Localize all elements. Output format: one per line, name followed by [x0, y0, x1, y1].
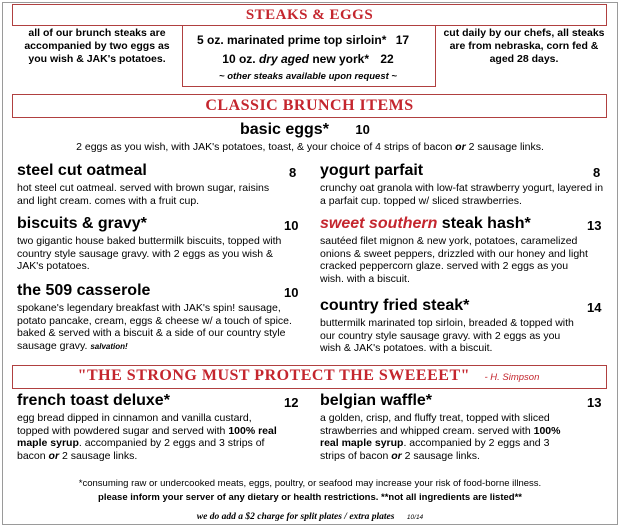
hash-title — [320, 215, 531, 233]
steaks-right-text: cut daily by our chefs, all steaks are from nebraska, corn fed & aged 28 days. — [443, 27, 605, 65]
basic-eggs-desc-or: or — [455, 141, 466, 153]
basic-eggs-desc — [8, 141, 612, 153]
waffle-desc-c: 2 sausage links. — [401, 449, 480, 462]
hash-price: 13 — [587, 218, 602, 233]
waffle-desc-or: or — [391, 449, 402, 462]
fried-steak-title: country fried steak* — [320, 297, 470, 314]
other-steaks-note — [182, 71, 434, 82]
quote-banner-text-row — [12, 365, 605, 387]
sirloin-text: 5 oz. marinated prime top sirloin* — [197, 33, 387, 47]
classic-banner-text: CLASSIC BRUNCH ITEMS — [205, 97, 414, 114]
new-york-text-a: 10 oz. — [222, 52, 259, 66]
footer-line2: please inform your server of any dietary or health restrictions. **not all ingredients are listed** — [98, 492, 522, 503]
casserole-title: the 509 casserole — [17, 282, 151, 299]
biscuits-title: biscuits & gravy* — [17, 215, 147, 232]
casserole-desc-text: spokane's legendary breakfast with JAK's spin! sausage, potato pancake, cream, eggs & cheese w/ a touch of spice. baked & served with a biscuit & a side of our country style sausage gravy. — [17, 302, 292, 352]
french-toast-desc-or: or — [48, 449, 60, 462]
casserole-note: salvation! — [90, 341, 128, 351]
oatmeal-title: steel cut oatmeal — [17, 162, 147, 179]
other-steaks-text: ~ other steaks available upon request ~ — [219, 71, 397, 82]
biscuits-price: 10 — [284, 218, 299, 233]
casserole-desc — [17, 302, 292, 353]
footer-line1: *consuming raw or undercooked meats, eggs, poultry, or seafood may increase your risk of food-borne illness. — [78, 478, 542, 489]
footer-line3: we do add a $2 charge for split plates / extra plates — [196, 512, 395, 522]
casserole-price: 10 — [284, 285, 299, 300]
waffle-desc — [320, 412, 575, 462]
new-york-text-c: new york* — [308, 52, 370, 66]
steaks-banner-text: STEAKS & EGGS — [245, 7, 374, 23]
basic-eggs-price: 10 — [355, 122, 370, 137]
steaks-banner — [12, 4, 607, 26]
waffle-desc-bold: 100% real maple syrup — [320, 424, 561, 450]
french-toast-desc-b: . accompanied by 2 eggs and 3 strips of bacon — [17, 437, 265, 462]
french-toast-title: french toast deluxe* — [17, 392, 170, 409]
basic-eggs-desc-a: 2 eggs as you wish, with JAK's potatoes, toast, & your choice of 4 strips of bacon — [76, 141, 456, 153]
waffle-price: 13 — [587, 395, 602, 410]
steaks-left-note — [14, 27, 180, 65]
footer-line3-row — [8, 506, 612, 524]
oatmeal-desc: hot steel cut oatmeal. served with brown sugar, raisins and light cream. comes with a fruit cup. — [17, 182, 270, 207]
basic-eggs-title-row — [240, 121, 440, 139]
basic-eggs-title: basic eggs* — [240, 121, 329, 138]
sirloin-price: 17 — [395, 33, 410, 47]
oatmeal-price: 8 — [289, 165, 297, 180]
quote-text: "THE STRONG MUST PROTECT THE SWEEEET" — [77, 367, 470, 384]
hash-desc: sautéed filet mignon & new york, potatoes, caramelized onions & sweet peppers, drizzled with our honey and light cracked peppercorn glaze. served with 2 eggs as you wish. with a biscuit. — [320, 235, 588, 285]
new-york-price: 22 — [380, 52, 394, 66]
steaks-right-note — [440, 27, 608, 65]
french-toast-desc — [17, 412, 279, 462]
waffle-desc-b: . accompanied by 2 eggs and 3 strips of bacon — [320, 437, 550, 462]
parfait-desc: crunchy oat granola with low-fat strawberry yogurt, layered in a parfait cup. topped w/ sliced strawberries. — [320, 182, 604, 207]
footer-date: 10/14 — [406, 514, 424, 521]
hash-title-black: steak hash* — [437, 215, 531, 232]
biscuits-desc: two gigantic house baked buttermilk biscuits, topped with country style sausage gravy. with 2 eggs as you wish & JAK's potatoes. — [17, 235, 282, 273]
sirloin-line — [197, 33, 429, 47]
french-toast-desc-bold: 100% real maple syrup — [17, 424, 277, 450]
french-toast-price: 12 — [284, 395, 299, 410]
french-toast-desc-c: 2 sausage links. — [59, 449, 138, 462]
fried-steak-price: 14 — [587, 300, 602, 315]
steaks-left-text: all of our brunch steaks are accompanied by two eggs as you wish & JAK's potatoes. — [24, 27, 170, 65]
new-york-text-b: dry aged — [258, 52, 309, 66]
hash-title-red: sweet southern — [320, 215, 438, 232]
new-york-line — [182, 52, 434, 66]
waffle-desc-a: a golden, crisp, and fluffy treat, topped with sliced strawberries and whipped cream. served with — [320, 412, 550, 437]
classic-banner — [12, 94, 607, 118]
fried-steak-desc: buttermilk marinated top sirloin, breaded & topped with our country style sausage gravy. with 2 eggs as you wish & JAK's potatoes. with a biscuit. — [320, 317, 574, 355]
waffle-title: belgian waffle* — [320, 392, 433, 409]
french-toast-desc-a: egg bread dipped in cinnamon and vanilla custard, topped with powdered sugar and served with — [17, 412, 252, 437]
parfait-price: 8 — [593, 165, 601, 180]
parfait-title: yogurt parfait — [320, 162, 424, 179]
basic-eggs-desc-b: 2 sausage links. — [465, 141, 544, 153]
quote-attrib: - H. Simpson — [484, 372, 540, 383]
